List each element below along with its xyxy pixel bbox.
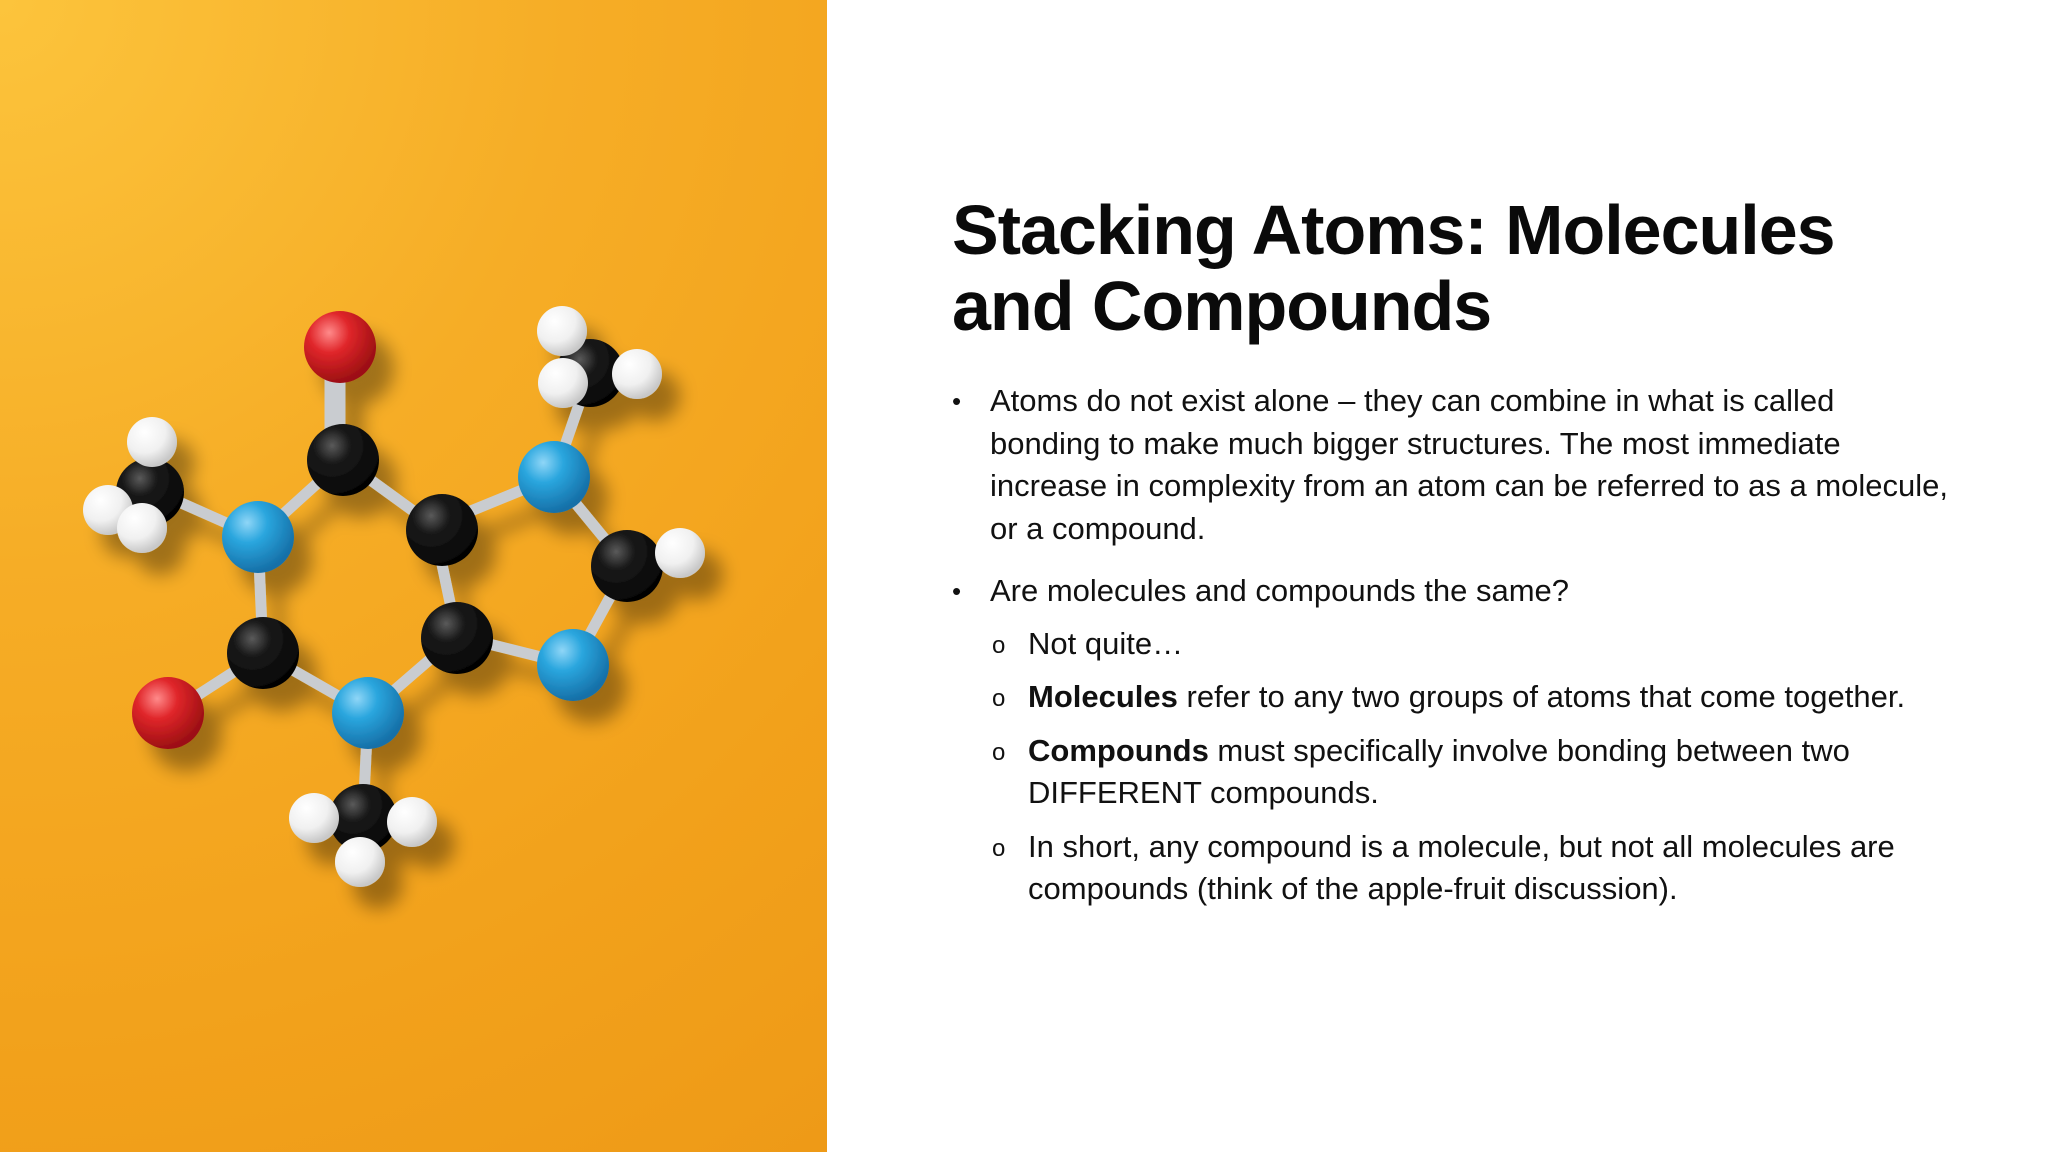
hydrogen-atom: [335, 837, 385, 887]
hydrogen-atom: [117, 503, 167, 553]
carbon-atom: [421, 602, 493, 674]
bond-sticks: [108, 332, 680, 860]
sub-bullet-item: [990, 730, 1952, 815]
sub-bullet-item: [990, 623, 1952, 666]
title-line-2: and Compounds: [952, 267, 1492, 345]
sub-bullet-text: In short, any compound is a molecule, but not all molecules are compounds (think of the apple-fruit discussion).: [1028, 828, 1895, 906]
term-molecules: Molecules: [1028, 679, 1178, 714]
sub-bullet-marker: o: [992, 685, 1006, 712]
nitrogen-atom: [222, 501, 294, 573]
sub-bullet-marker: o: [992, 738, 1006, 766]
nitrogen-atom: [518, 441, 590, 513]
nitrogen-atom: [537, 629, 609, 701]
oxygen-atom: [132, 677, 204, 749]
hydrogen-atom: [537, 306, 587, 356]
carbon-atom: [591, 530, 663, 602]
hydrogen-atom: [538, 358, 588, 408]
bullet-marker: •: [952, 576, 962, 606]
bullet-text: Are molecules and compounds the same?: [990, 573, 1569, 608]
slide-title: [952, 192, 1952, 344]
title-line-1: Stacking Atoms: Molecules: [952, 191, 1835, 269]
text-content: [952, 192, 1952, 931]
sub-bullet-marker: o: [992, 631, 1006, 659]
bullet-item: [952, 380, 1952, 550]
hydrogen-atom: [387, 797, 437, 847]
carbon-atom: [406, 494, 478, 566]
bullet-item: [952, 570, 1952, 911]
sub-bullet-marker: o: [992, 834, 1006, 862]
bullet-list: [952, 380, 1952, 911]
hydrogen-atom: [127, 417, 177, 467]
sub-bullet-text: must specifically involve bonding between two DIFFERENT compounds.: [1028, 732, 1850, 810]
term-compounds: Compounds: [1028, 732, 1209, 768]
hydrogen-atom: [612, 349, 662, 399]
nitrogen-atom: [332, 677, 404, 749]
oxygen-atom: [304, 311, 376, 383]
sub-bullet-text: refer to any two groups of atoms that come together.: [1177, 679, 1906, 714]
carbon-atom: [307, 424, 379, 496]
carbon-atom: [227, 617, 299, 689]
hydrogen-atom: [289, 793, 339, 843]
sub-bullet-item: [990, 826, 1952, 911]
sub-bullet-list: [990, 623, 1952, 911]
bullet-text: Atoms do not exist alone – they can combine in what is called bonding to make much bigger structures. The most immediate increase in complexity from an atom can be referred to as a molecule, or a compound.: [990, 383, 1949, 546]
bullet-marker: •: [952, 386, 962, 416]
hydrogen-atom: [655, 528, 705, 578]
sub-bullet-item: [990, 676, 1952, 719]
sub-bullet-text: Not quite…: [1028, 625, 1184, 661]
molecule-photo: [0, 0, 827, 1152]
molecule-model-icon: [0, 0, 827, 1152]
